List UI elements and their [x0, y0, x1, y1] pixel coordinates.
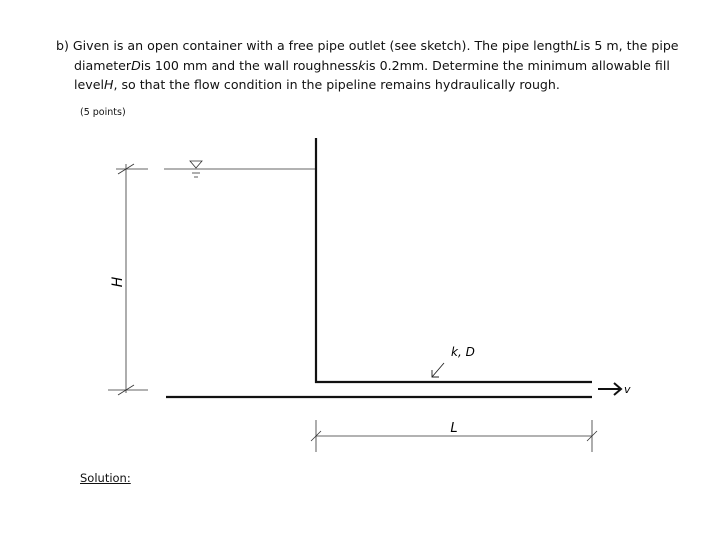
var-D: D	[131, 57, 141, 73]
problem-line-3: levelH, so that the flow condition in the pipeline remains hydraulically rough.	[74, 77, 560, 92]
var-L: L	[573, 38, 581, 53]
label-v: v	[624, 383, 631, 396]
var-k: k	[358, 57, 366, 73]
problem-line-1: b) Given is an open container with a free pipe outlet (see sketch). The pipe lengthLis 5 m, the pipe	[56, 38, 679, 53]
points-label: (5 points)	[80, 107, 126, 118]
free-surface	[164, 161, 316, 177]
roughness-pointer-arrow-icon	[432, 363, 444, 377]
label-k-d: k, D	[451, 345, 475, 359]
solution-label: Solution:	[80, 471, 131, 485]
var-H: H	[103, 77, 114, 92]
label-h: H	[110, 276, 126, 288]
problem-line-2: diameterDis 100 mm and the wall roughnesskis 0.2mm. Determine the minimum allowable fill	[74, 57, 670, 73]
label-l: L	[450, 421, 458, 436]
arrow-right-icon	[598, 383, 621, 395]
container-wall	[166, 138, 592, 397]
